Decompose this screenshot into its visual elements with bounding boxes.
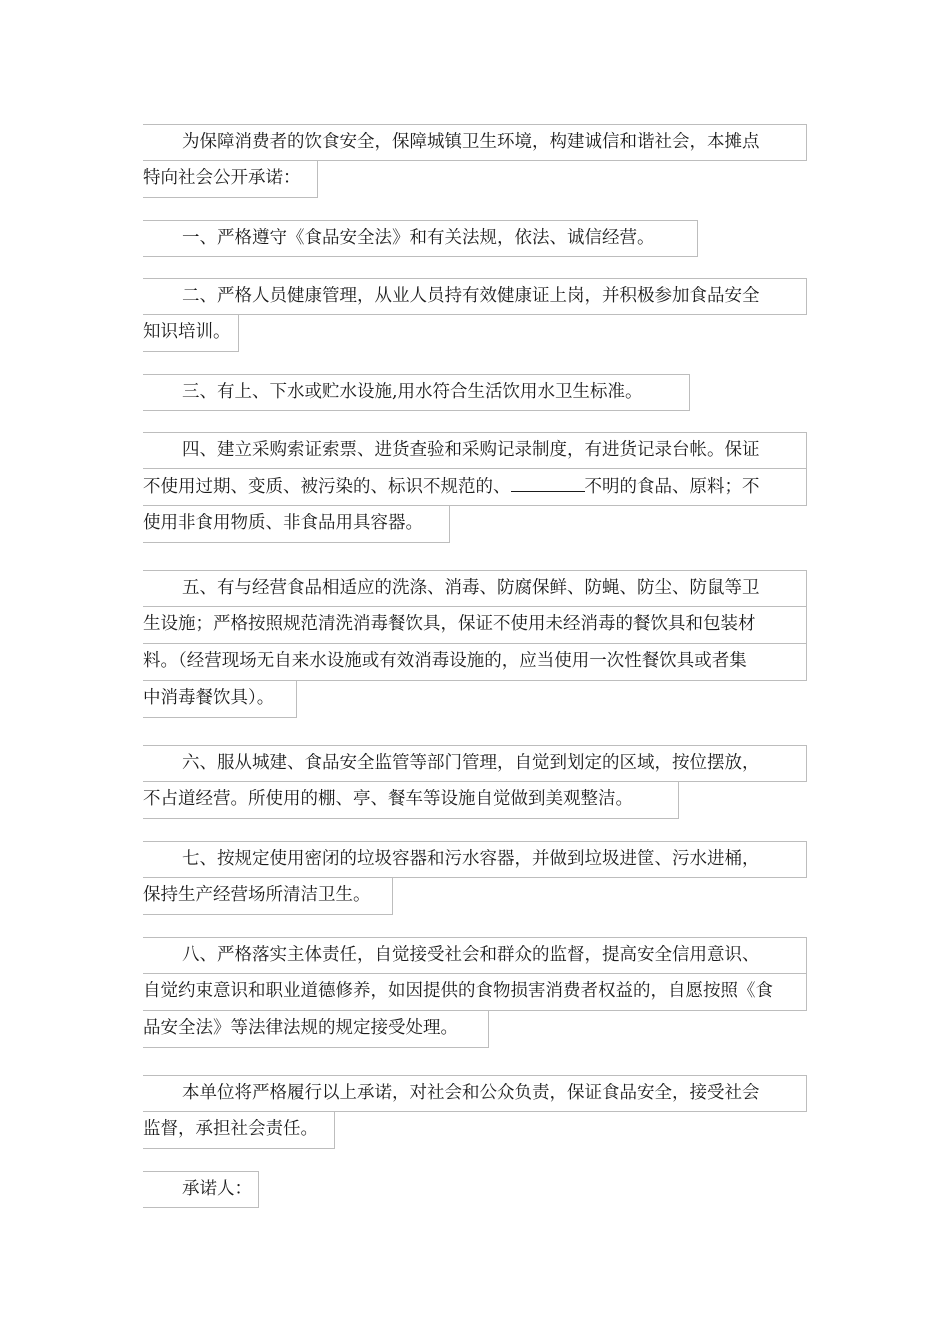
item-4-line-2: [143, 469, 807, 506]
closing-line-2: 监督，承担社会责任。: [143, 1112, 335, 1149]
item-6-line-2: 不占道经营。所使用的棚、亭、餐车等设施自觉做到美观整洁。: [143, 782, 679, 819]
item-6-line-1: 六、服从城建、食品安全监管等部门管理，自觉到划定的区域，按位摆放，: [143, 745, 807, 782]
item-5-line-2: 生设施；严格按照规范清洗消毒餐饮具，保证不使用未经消毒的餐饮具和包装材: [143, 607, 807, 644]
item-4-line-3: 使用非食用物质、非食品用具容器。: [143, 506, 450, 543]
item-4-line-1: 四、建立采购索证索票、进货查验和采购记录制度，有进货记录台帐。保证: [143, 432, 807, 469]
item-8-line-1: 八、严格落实主体责任，自觉接受社会和群众的监督，提高安全信用意识、: [143, 937, 807, 974]
item-7-line-1: 七、按规定使用密闭的垃圾容器和污水容器，并做到垃圾进筐、污水进桶，: [143, 841, 807, 878]
intro-line-1: 为保障消费者的饮食安全，保障城镇卫生环境，构建诚信和谐社会，本摊点: [143, 124, 807, 161]
item-4-line-2-text-b: 不明的食品、原料；不: [584, 477, 760, 497]
item-2-line-2: 知识培训。: [143, 315, 239, 352]
item-7-line-2: 保持生产经营场所清洁卫生。: [143, 878, 393, 915]
item-3-line-1: 三、有上、下水或贮水设施,用水符合生活饮用水卫生标准。: [143, 374, 690, 411]
item-5-line-3: 料。（经营现场无自来水设施或有效消毒设施的，应当使用一次性餐饮具或者集: [143, 644, 807, 681]
item-8-line-2: 自觉约束意识和职业道德修养，如因提供的食物损害消费者权益的，自愿按照《食: [143, 974, 807, 1011]
item-8-line-3: 品安全法》等法律法规的规定接受处理。: [143, 1011, 489, 1048]
item-1-line-1: 一、严格遵守《食品安全法》和有关法规，依法、诚信经营。: [143, 220, 698, 257]
item-4-line-2-text-a: 不使用过期、变质、被污染的、标识不规范的、: [143, 477, 511, 497]
closing-line-1: 本单位将严格履行以上承诺，对社会和公众负责，保证食品安全，接受社会: [143, 1075, 807, 1112]
signature-label: 承诺人：: [143, 1171, 259, 1208]
fill-in-blank: [511, 469, 585, 492]
item-2-line-1: 二、严格人员健康管理，从业人员持有效健康证上岗，并积极参加食品安全: [143, 278, 807, 315]
item-5-line-4: 中消毒餐饮具）。: [143, 681, 297, 718]
item-5-line-1: 五、有与经营食品相适应的洗涤、消毒、防腐保鲜、防蝇、防尘、防鼠等卫: [143, 570, 807, 607]
intro-line-2: 特向社会公开承诺：: [143, 161, 318, 198]
